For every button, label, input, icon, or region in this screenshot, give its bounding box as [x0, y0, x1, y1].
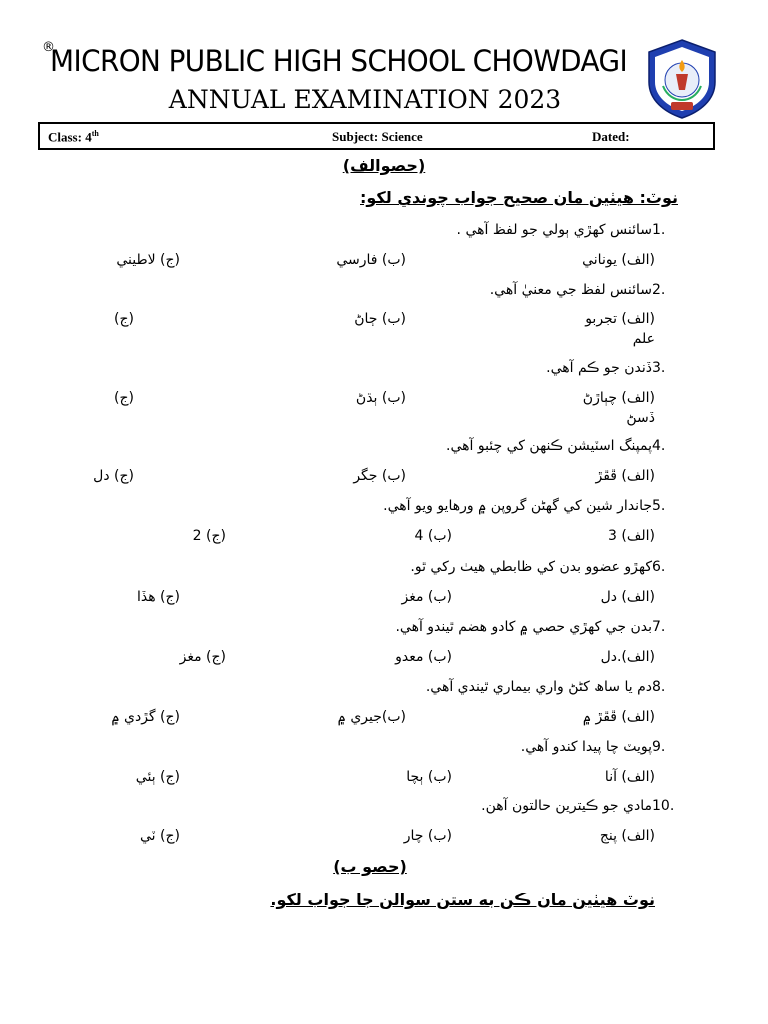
question-9 [521, 739, 680, 755]
question-number: 4. [652, 438, 666, 454]
question-7 [395, 619, 680, 635]
section-b-note: نوٽ هيٺين مان ڪن به ستن سوالن جا جواب لکو. [270, 890, 655, 909]
option-a: (الف) پنج [599, 828, 655, 844]
option-a-continued: علم [632, 331, 655, 347]
option-a: (الف) چٻاڙڻ [582, 390, 655, 406]
question-text: مادي جو ڪيترين حالتون آهن. [481, 798, 652, 814]
dated-field: Dated: [592, 129, 630, 144]
question-number: 10. [652, 798, 675, 814]
option-c: (ج) ٽي [140, 828, 180, 844]
info-box [38, 122, 715, 150]
section-a-note: نوٽ: هيٺين مان صحيح جواب چوندي لکو: [360, 188, 678, 207]
option-a: (الف) ڦڦڙ [595, 468, 655, 484]
question-text: بدن جي کهڙي حصي ۾ کادو هضم ٿيندو آهي. [395, 619, 652, 635]
question-text: جاندار شين کي گهڻن گروپن ۾ ورهايو ويو آهي. [383, 498, 652, 514]
question-6 [410, 559, 680, 575]
question-number: 7. [652, 619, 666, 635]
section-a-title: (حصوالف) [342, 156, 426, 175]
school-logo-icon [645, 38, 719, 120]
option-b: (ب)جيري ۾ [337, 709, 406, 725]
option-a: (الف) 3 [608, 528, 655, 544]
option-a: (الف) دل [600, 589, 655, 605]
question-text: سائنس کهڙي ٻولي جو لفظ آهي . [456, 222, 652, 238]
option-a: (الف).دل [600, 649, 655, 665]
option-c: (ج) [114, 390, 134, 406]
question-text: پويٽ چا پيدا کندو آهي. [520, 739, 652, 755]
option-b: (ب) ڄاڻ [354, 311, 406, 327]
question-text: کهڙو عضوو بدن کي ظابطي هيٺ رکي ٿو. [410, 559, 652, 575]
question-8 [426, 679, 680, 695]
question-text: دم يا ساھ کڻڻ واري بيماري ٿيندي آهي. [425, 679, 652, 695]
option-c: (ج) [114, 311, 134, 327]
question-number: 1. [652, 222, 666, 238]
question-text: ڏندن جو ڪم آهي. [546, 360, 652, 376]
option-b: (ب) فارسي [336, 252, 406, 268]
option-c: (ج) دل [93, 468, 134, 484]
option-c: (ج) لاطيني [116, 252, 180, 268]
option-c: (ج) هڏا [136, 589, 180, 605]
option-a: (الف) تجربو [585, 311, 655, 327]
question-number: 9. [652, 739, 666, 755]
option-a: (الف) آنا [604, 769, 655, 785]
section-b-title: (حصو ب) [333, 857, 407, 876]
question-number: 6. [652, 559, 666, 575]
question-text: پمپنگ اسٽيشن ڪنهن کي چئبو آهي. [446, 438, 652, 454]
option-b: (ب) ٻڌڻ [355, 390, 406, 406]
option-b: (ب) ٻچا [406, 769, 452, 785]
question-10 [481, 798, 690, 814]
option-a: (الف) يوناني [582, 252, 655, 268]
option-b: (ب) 4 [414, 528, 452, 544]
question-1 [457, 222, 680, 238]
question-2 [490, 282, 680, 298]
option-c: (ج) گڙدي ۾ [111, 709, 180, 725]
option-c: (ج) 2 [192, 528, 226, 544]
option-b: (ب) معدو [395, 649, 452, 665]
option-a: (الف) ڦڦڙ ۾ [582, 709, 655, 725]
question-3 [546, 360, 680, 376]
option-a-continued: ڏسڻ [626, 410, 655, 426]
class-label: Class: 4 [48, 129, 92, 145]
option-b: (ب) مغز [401, 589, 452, 605]
exam-title: ANNUAL EXAMINATION 2023 [168, 85, 562, 114]
question-number: 3. [652, 360, 666, 376]
registered-mark: ® [42, 40, 55, 55]
subject-field: Subject: Science [332, 129, 423, 144]
question-number: 2. [652, 282, 666, 298]
option-b: (ب) چار [403, 828, 452, 844]
question-number: 5. [652, 498, 666, 514]
question-4 [446, 438, 680, 454]
class-field [48, 129, 99, 145]
question-number: 8. [652, 679, 666, 695]
school-name: MICRON PUBLIC HIGH SCHOOL CHOWDAGI [50, 44, 628, 78]
question-5 [383, 498, 680, 514]
question-text: سائنس لفظ جي معنيٰ آهي. [489, 282, 652, 298]
option-c: (ج) مغز [179, 649, 226, 665]
class-superscript: th [91, 129, 99, 138]
option-c: (ج) ٻئي [135, 769, 180, 785]
option-b: (ب) جگر [353, 468, 406, 484]
